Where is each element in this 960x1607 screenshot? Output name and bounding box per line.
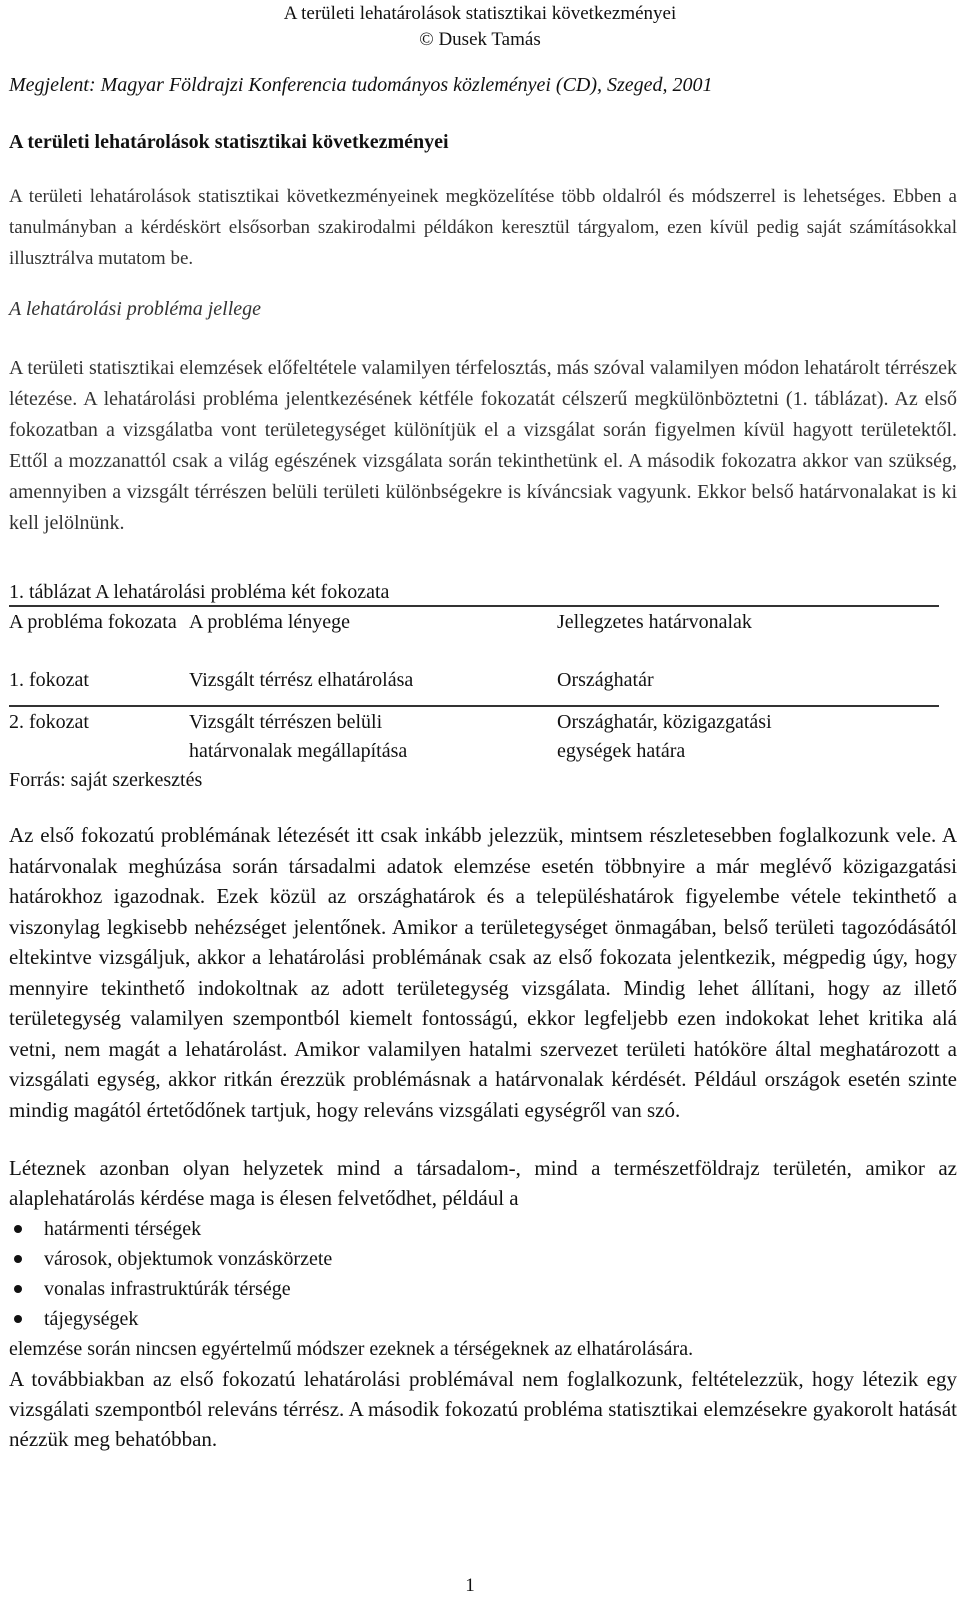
- table-caption: 1. táblázat A lehatárolási probléma két fokozata: [9, 581, 390, 603]
- section-heading: A lehatárolási probléma jellege: [9, 298, 262, 320]
- table-row-1-boundaries: Országhatár: [557, 669, 654, 691]
- intro-paragraph: A területi lehatárolások statisztikai következményeinek megközelítése több oldalról és módszerrel is lehetséges. Ebben a tanulmányban a kérdéskört elsősorban szakirodalmi példákon keresztül tárgyalom, ezen kívül pedig saját számításokkal illusztrálva mutatom be.: [9, 186, 957, 269]
- bullet-icon: [14, 1255, 22, 1263]
- paragraph-3: Léteznek azonban olyan helyzetek mind a társadalom-, mind a természetföldrajz területén, amikor az alaplehatárolás kérdése maga is élesen felvetődhet, például a: [9, 1156, 957, 1210]
- table-header-boundaries: Jellegzetes határvonalak: [557, 611, 752, 633]
- bullet-icon: [14, 1315, 22, 1323]
- bullet-icon: [14, 1225, 22, 1233]
- running-title: A területi lehatárolások statisztikai következményei: [283, 3, 677, 24]
- table-header-essence: A probléma lényege: [189, 611, 351, 633]
- publication-line: Megjelent: Magyar Földrajzi Konferencia tudományos közleményei (CD), Szeged, 2001: [9, 74, 713, 96]
- author-line: © Dusek Tamás: [419, 29, 541, 50]
- table-header-degree: A probléma fokozata: [9, 611, 177, 633]
- paragraph-4: elemzése során nincsen egyértelmű módszer ezeknek a térségeknek az elhatárolására.: [9, 1338, 694, 1360]
- table-row-2-boundaries: Országhatár, közigazgatási egységek határa: [557, 711, 772, 762]
- list-item-label: határmenti térségek: [44, 1218, 202, 1240]
- table-middle-rule: [9, 705, 939, 707]
- table-row-1-essence: Vizsgált térrész elhatárolása: [189, 669, 414, 691]
- table-top-rule: [9, 605, 939, 607]
- paragraph-5: A továbbiakban az első fokozatú lehatárolási problémával nem foglalkozunk, feltételezzük, hogy létezik egy vizsgálati szempontból releváns térrész. A második fokozatú probléma statisztikai elemzésekre gyakorolt hatását nézzük meg behatóbban.: [9, 1367, 957, 1451]
- article-title: A területi lehatárolások statisztikai következményei: [9, 131, 449, 153]
- table-row-1-degree: 1. fokozat: [9, 669, 89, 691]
- bullet-icon: [14, 1285, 22, 1293]
- paragraph-1: A területi statisztikai elemzések előfeltétele valamilyen térfelosztás, más szóval valamilyen módon lehatárolt térrészek létezése. A lehatárolási probléma jelentkezésének kétféle fokozatát célszerű megkülönböztetni (1. táblázat). Az első fokozatban a vizsgálatba vont területegységet különítjük el a vizsgálat során figyelmen kívül hagyott területektől. Ettől a mozzanattól csak a világ egészének vizsgálata során tekinthetünk el. A második fokozatra akkor van szükség, amennyiben a vizsgált térrészen belüli területi különbségekre is kíváncsiak vagyunk. Ekkor belső határvonalakat is ki kell jelölnünk.: [9, 357, 957, 534]
- table-row-2-degree: 2. fokozat: [9, 711, 89, 733]
- list-item-label: városok, objektumok vonzáskörzete: [44, 1248, 333, 1270]
- list-item-label: vonalas infrastruktúrák térsége: [44, 1278, 291, 1300]
- table-source: Forrás: saját szerkesztés: [9, 769, 203, 791]
- list-item-label: tájegységek: [44, 1308, 139, 1330]
- paragraph-2: Az első fokozatú problémának létezését itt csak inkább jelezzük, mintsem részletesebben foglalkozunk vele. A határvonalak meghúzása során társadalmi adatok elemzése esetén többnyire a már meglévő közigazgatási határokhoz igazodnak. Ezek közül az országhatárok és a településhatárok figyelembe vétele tekinthető a viszonylag legkisebb nehézséget jelentőnek. Amikor a területegységet önmagában, belső területi tagozódásától eltekintve vizsgáljuk, akkor a lehatárolási problémának csak az első fokozata jelentkezik, mégpedig úgy, hogy mennyire tekinthető indokoltnak az adott területegység vizsgálata. Mindig lehet állítani, hogy az illető területegység valamilyen szempontból kiemelt fontosságú, ekkor legfeljebb ezen indokokat lehet kritika alá vetni, nem magát a lehatárolást. Amikor valamilyen hatalmi szervezet területi hatóköre által meghatározott a vizsgálati egység, akkor ritkán érezzük problémásnak a határvonalak kérdését. Például országok esetén szinte mindig magától értetődőnek tartjuk, hogy releváns vizsgálati egységről van szó.: [9, 823, 957, 1122]
- page-number: 1: [465, 1575, 475, 1596]
- table-row-2-essence: Vizsgált térrészen belüli határvonalak megállapítása: [189, 711, 408, 762]
